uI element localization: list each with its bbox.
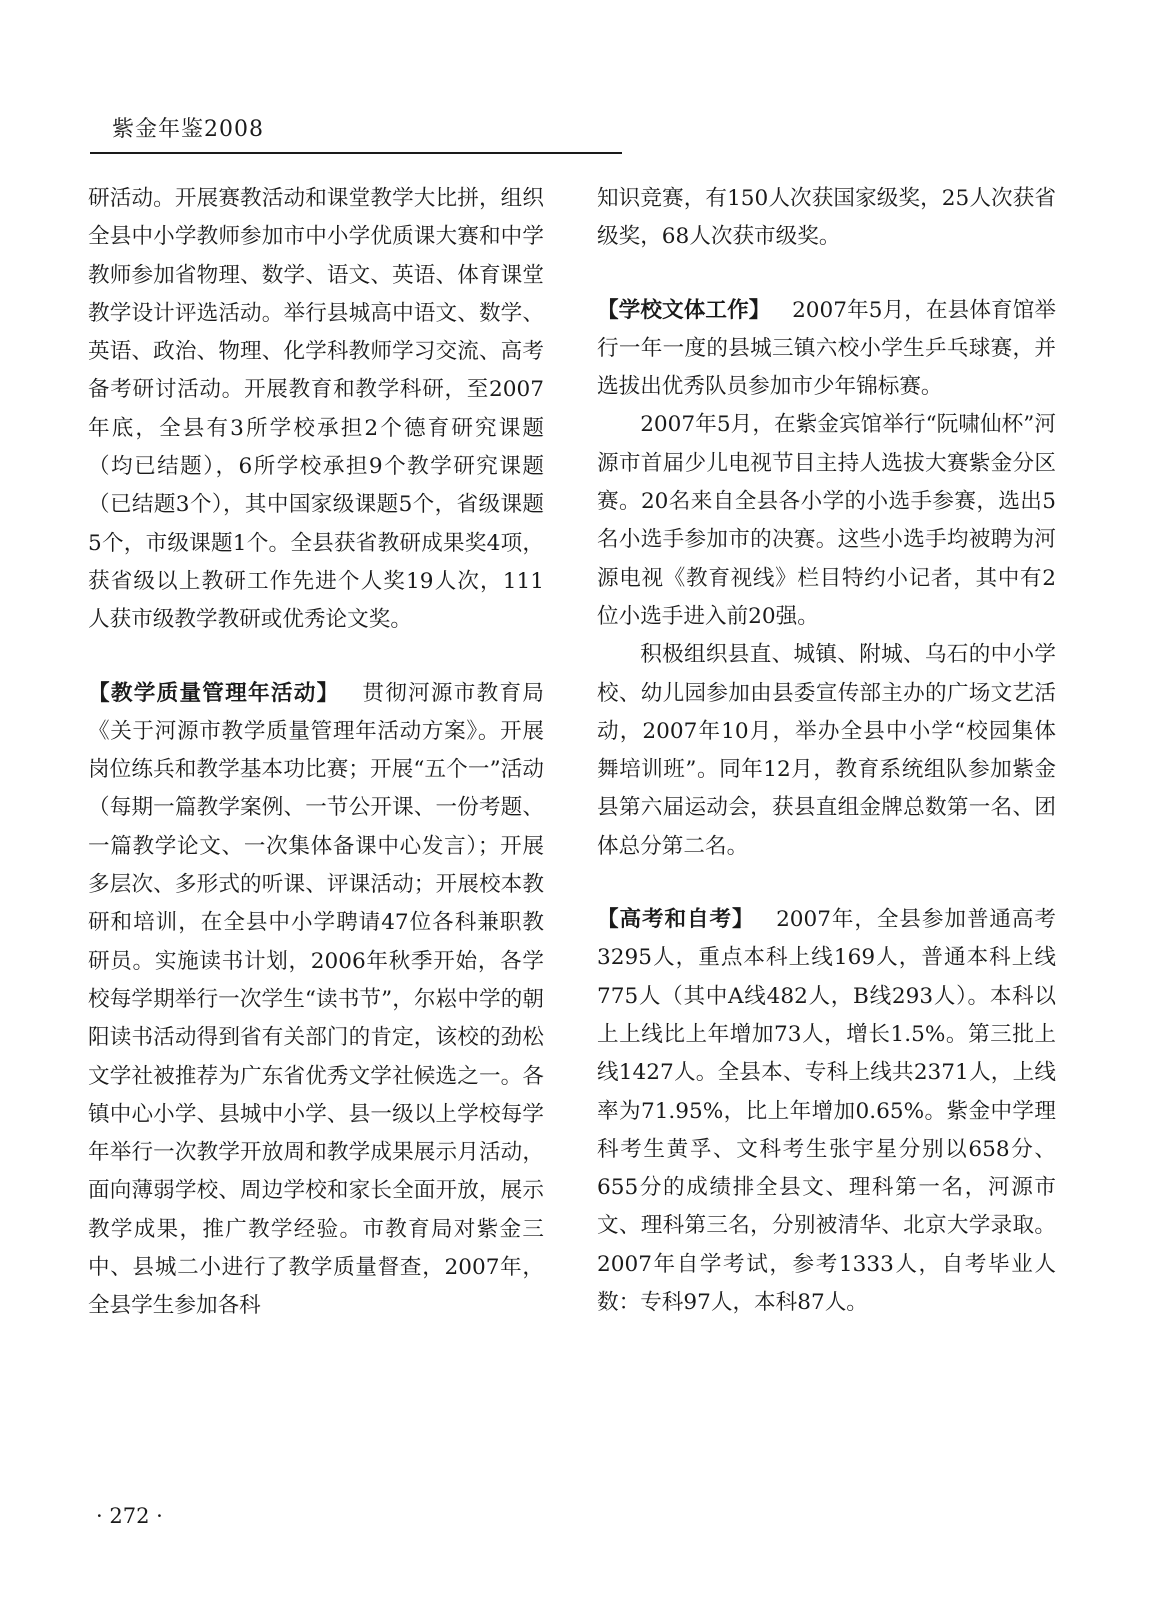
paragraph-research: 研活动。开展赛教活动和课堂教学大比拼，组织全县中小学教师参加市中小学优质课大赛和中学教师参加省物理、数学、语文、英语、体育课堂教学设计评选活动。举行县城高中语文、数学、英语、政治、物理、化学科教师学习交流、高考备考研讨活动。开展教育和教学科研，至2007年底，全县有3所学校承担2个德育研究课题（均已结题），6所学校承担9个教学研究课题（已结题3个），其中国家级课题5个，省级课题5个，市级课题1个。全县获省教研成果奖4项，获省级以上教研工作先进个人奖19人次，111人获市级教学教研或优秀论文奖。 [88,186,544,633]
section-body: 2007年5月，在县体育馆举行一年一度的县城三镇六校小学生乒乓球赛，并选拔出优秀队员参加市少年锦标赛。 [597,297,1056,400]
page-number: · 272 · [96,1504,163,1528]
section-heading: 【教学质量管理年活动】 [88,680,340,706]
section-body: 贯彻河源市教育局《关于河源市教学质量管理年活动方案》。开展岗位练兵和教学基本功比赛；开展“五个一”活动（每期一篇教学案例、一节公开课、一份考题、一篇教学论文、一次集体备课中心发言）；开展多层次、多形式的听课、评课活动；开展校本教研和培训，在全县中小学聘请47位各科兼职教研员。实施读书计划，2006年秋季开始，各学校每学期举行一次学生“读书节”，尔崧中学的朝阳读书活动得到省有关部门的肯定，该校的劲松文学社被推荐为广东省优秀文学社候选之一。各镇中心小学、县城中小学、县一级以上学校每学年举行一次教学开放周和教学成果展示月活动，面向薄弱学校、周边学校和家长全面开放，展示教学成果，推广教学经验。市教育局对紫金三中、县城二小进行了教学质量督查，2007年，全县学生参加各科 [88,680,544,1319]
section-heading: 【学校文体工作】 [597,297,771,323]
paragraph-arts-activities: 积极组织县直、城镇、附城、乌石的中小学校、幼儿园参加由县委宣传部主办的广场文艺活动，2007年10月，举办全县中小学“校园集体舞培训班”。同年12月，教育系统组队参加紫金县第六届运动会，获县直组金牌总数第一名、团体总分第二名。 [597,642,1056,859]
section-exams [597,901,1056,1322]
section-heading: 【高考和自考】 [597,907,755,933]
section-quality-management [88,675,544,1326]
section-sports-culture [597,292,1056,407]
right-column [597,180,1056,1322]
header-rule [90,152,622,154]
section-body: 2007年，全县参加普通高考3295人，重点本科上线169人，普通本科上线775人（其中A线482人，B线293人）。本科以上上线比上年增加73人，增长1.5%。第三批上线1427人。全县本、专科上线共2371人，上线率为71.95%，比上年增加0.65%。紫金中学理科考生黄孚、文科考生张宇星分别以658分、655分的成绩排全县文、理科第一名，河源市文、理科第三名，分别被清华、北京大学录取。2007年自学考试，参考1333人，自考毕业人数：专科97人，本科87人。 [597,907,1056,1316]
paragraph-competition: 知识竞赛，有150人次获国家级奖，25人次获省级奖，68人次获市级奖。 [597,186,1056,250]
paragraph-host-contest: 2007年5月，在紫金宾馆举行“阮啸仙杯”河源市首届少儿电视节目主持人选拔大赛紫金分区赛。20名来自全县各小学的小选手参赛，选出5名小选手参加市的决赛。这些小选手均被聘为河源电视《教育视线》栏目特约小记者，其中有2位小选手进入前20强。 [597,412,1056,629]
left-column [88,180,544,1326]
running-header: 紫金年鉴2008 [112,117,264,142]
